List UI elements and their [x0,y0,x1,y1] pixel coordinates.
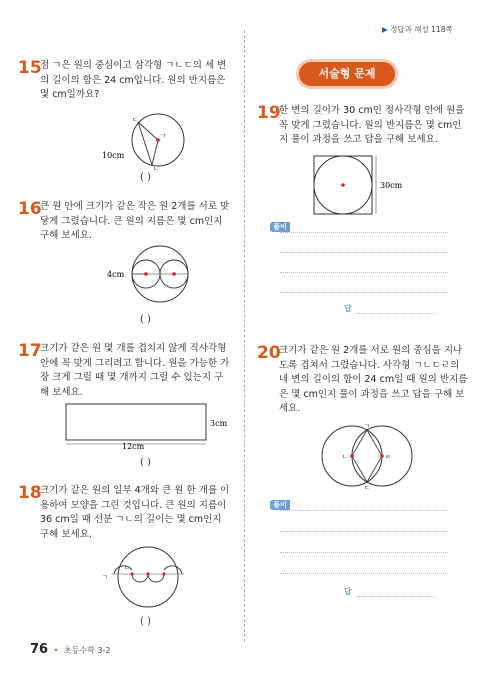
question-16-line: 구해 보세요. [40,230,92,241]
q15-point-c-label: ㄷ [132,117,138,124]
page-number: 76 [30,642,49,657]
question-15-line: 의 길이의 합은 24 cm입니다. 원의 반지름은 [40,74,226,86]
answer-label-19: 답 [344,304,352,313]
question-18-answer-blank[interactable]: ( ) [140,616,151,627]
question-20-line: 네 변의 길이의 합이 24 cm일 때 원의 반지름 [279,374,468,385]
question-17-line: 장 크게 그릴 때 몇 개까지 그릴 수 있는지 구 [40,372,224,383]
question-20-figure [312,420,422,490]
q19-length-label: 30cm [380,181,403,190]
question-16-text [40,200,240,244]
question-16-number: 16 [18,199,42,219]
q15-length-label: 10cm [102,151,125,160]
question-17-line: 해 보세요. [40,386,83,398]
work-label-20: 풀이 [270,500,290,510]
question-17-line: 크기가 같은 원 몇 개를 겹치지 않게 직사각형 [40,343,227,354]
section-tab: 서술형 문제 [299,62,395,86]
question-16-line: 닿게 그렸습니다. 큰 원의 지름은 몇 cm인지 [40,215,223,227]
q15-point-b-label: ㄴ [153,166,159,172]
question-15-line: 점 ㄱ은 원의 중심이고 삼각형 ㄱㄴㄷ의 세 변 [40,60,227,71]
q20-point-d-label: ㄹ [385,454,391,461]
q20-point-b-label: ㄴ [342,454,348,461]
q17-width-label: 12cm [122,442,145,450]
question-20-line: 크기가 같은 원 2개를 서로 원의 중심을 지나 [279,345,463,356]
question-20-line: 도록 겹쳐서 그렸습니다. 사각형 ㄱㄴㄷㄹ의 [279,359,460,371]
question-17-number: 17 [18,341,42,361]
footer [30,642,110,657]
question-19-line: 꼭 맞게 그렸습니다. 원의 반지름은 몇 cm인 [279,119,462,131]
answer-label-20: 답 [344,587,352,596]
question-19-figure [310,152,420,216]
question-19-line: 지 풀이 과정을 쓰고 답을 구해 보세요. [279,134,438,145]
answer-line-20[interactable] [356,596,436,597]
q17-height-label: 3cm [210,419,228,428]
bullet-icon: • [53,646,59,655]
work-line[interactable] [280,552,448,553]
question-20-line: 은 몇 cm인지 풀이 과정을 쓰고 답을 구해 보 [279,388,465,400]
q20-point-a-label: ㄱ [364,423,370,430]
question-15-answer-blank[interactable]: ( ) [140,172,151,183]
question-19-number: 19 [257,103,281,123]
question-18-line: 용하여 모양을 그린 것입니다. 큰 원의 지름이 [40,499,227,511]
column-divider [244,30,245,642]
question-16-line: 큰 원 안에 크기가 같은 작은 원 2개를 서로 맞 [40,201,230,212]
work-line[interactable] [280,510,448,511]
work-line[interactable] [280,232,448,233]
question-15-text [40,59,240,103]
work-line[interactable] [280,573,448,574]
question-18-line: 크기가 같은 원의 일부 4개와 큰 원 한 개를 이 [40,485,230,496]
answer-reference-text: 정답과 해설 118쪽 [390,25,453,34]
work-label-19: 풀이 [270,222,290,232]
question-20-text [279,344,479,417]
book-title: 초등수학 3-2 [63,646,111,655]
arrow-right-icon: ▶ [382,25,388,34]
question-16-answer-blank[interactable]: ( ) [140,314,151,325]
q18-point-b-label: ㄴ [124,565,130,572]
question-18-text [40,484,240,542]
q15-point-a-label: ㄱ [160,133,166,140]
question-18-number: 18 [18,483,42,503]
q16-length-label: 4cm [107,270,125,279]
question-17-figure [60,402,240,450]
q20-point-c-label: ㄷ [364,485,370,490]
question-17-text [40,342,240,400]
work-line[interactable] [280,531,448,532]
question-15-line: 몇 cm일까요? [40,89,100,100]
question-18-line: 36 cm일 때 선분 ㄱㄴ의 길이는 몇 cm인지 [40,514,222,525]
question-19-line: 한 변의 길이가 30 cm인 정사각형 안에 원을 [279,105,465,116]
work-line[interactable] [280,252,448,253]
question-15-number: 15 [18,58,42,78]
question-20-number: 20 [257,343,281,363]
q18-point-a-label: ㄱ [102,574,108,581]
answer-reference [382,24,453,35]
work-line[interactable] [280,292,448,293]
question-19-text [279,104,479,148]
question-20-line: 세요. [279,403,301,414]
question-17-answer-blank[interactable]: ( ) [140,457,151,468]
work-line[interactable] [280,272,448,273]
question-18-line: 구해 보세요. [40,528,92,540]
question-15-figure [100,110,200,172]
answer-line-19[interactable] [356,313,436,314]
question-17-line: 안에 꼭 맞게 그리려고 합니다. 원을 가능한 가 [40,357,230,369]
question-16-figure [105,244,205,304]
question-18-figure [98,546,198,608]
